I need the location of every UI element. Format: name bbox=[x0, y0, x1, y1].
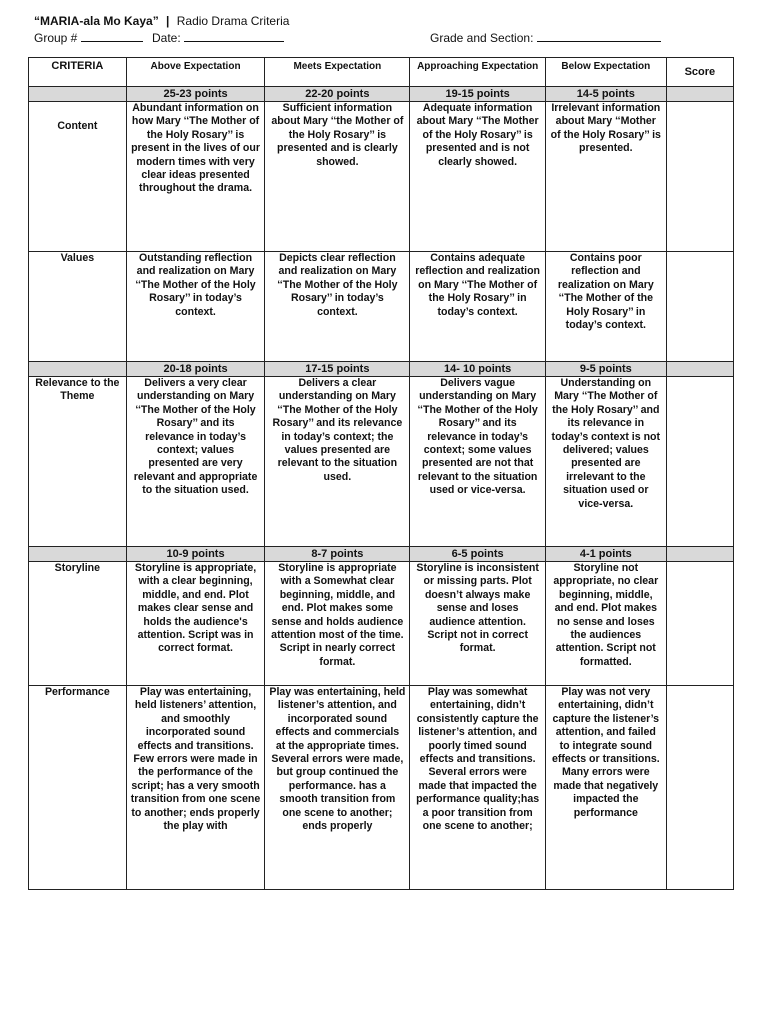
description-cell: Play was entertaining, held listener’s attention, and incorporated sound effects and commercials at the appropriate times. Several errors were made, but group continued the performance. has a smooth transition from one scene to another; ends properly bbox=[265, 686, 410, 890]
date-blank[interactable] bbox=[184, 30, 284, 42]
description-cell: Outstanding reflection and realization on Mary ‘‘The Mother of the Holy Rosary’’ in today’s context. bbox=[126, 252, 265, 362]
title-separator: | bbox=[166, 14, 170, 28]
points-cell: 22-20 points bbox=[265, 87, 410, 102]
description-cell: Play was not very entertaining, didn’t capture the listener’s attention, and failed to integrate sound effects or transitions. Many errors were made that negatively impacted the performance bbox=[545, 686, 666, 890]
group-blank[interactable] bbox=[81, 30, 143, 42]
score-cell[interactable] bbox=[666, 377, 733, 547]
points-cell: 20-18 points bbox=[126, 362, 265, 377]
score-cell[interactable] bbox=[666, 562, 733, 686]
date-label: Date: bbox=[152, 31, 181, 45]
drama-title: “MARIA-ala Mo Kaya” bbox=[34, 14, 159, 28]
description-cell: Storyline is appropriate, with a clear beginning, middle, and end. Plot makes clear sense and holds the audience's attention. Script was in correct format. bbox=[126, 562, 265, 686]
score-cell[interactable] bbox=[666, 686, 733, 890]
description-cell: Storyline not appropriate, no clear beginning, middle, and end. Plot makes no sense and loses the audiences attention. Script not formatted. bbox=[545, 562, 666, 686]
description-cell: Depicts clear reflection and realization on Mary ‘‘The Mother of the Holy Rosary’’ in today’s context. bbox=[265, 252, 410, 362]
grade-label: Grade and Section: bbox=[430, 31, 534, 45]
points-cell: 8-7 points bbox=[265, 547, 410, 562]
criterion-row-values bbox=[29, 252, 734, 362]
description-cell: Delivers vague understanding on Mary ‘‘The Mother of the Holy Rosary’’ and its relevance in today’s context; some values presented are not that relevant to the situation used or vice-versa. bbox=[410, 377, 546, 547]
points-cell: 4-1 points bbox=[545, 547, 666, 562]
points-cell: 19-15 points bbox=[410, 87, 546, 102]
points-cell: 17-15 points bbox=[265, 362, 410, 377]
points-row bbox=[29, 547, 734, 562]
document-title bbox=[34, 14, 289, 28]
points-row-blank bbox=[29, 362, 127, 377]
criterion-row-performance bbox=[29, 686, 734, 890]
points-cell: 14-5 points bbox=[545, 87, 666, 102]
group-field bbox=[34, 30, 143, 45]
criterion-row-storyline bbox=[29, 562, 734, 686]
description-cell: Understanding on Mary ‘‘The Mother of the Holy Rosary’’ and its relevance in today’s context is not delivered; values presented are irrelevant to the situation used or vice-versa. bbox=[545, 377, 666, 547]
criterion-label: Content bbox=[29, 102, 127, 252]
criterion-label: Performance bbox=[29, 686, 127, 890]
grade-blank[interactable] bbox=[537, 30, 661, 42]
grade-field bbox=[430, 30, 661, 45]
description-cell: Storyline is appropriate with a Somewhat clear beginning, middle, and end. Plot makes some sense and holds audience attention most of the time. Script in nearly correct format. bbox=[265, 562, 410, 686]
description-cell: Contains adequate reflection and realization on Mary ‘‘The Mother of the Holy Rosary’’ in today’s context. bbox=[410, 252, 546, 362]
rubric-subtitle: Radio Drama Criteria bbox=[176, 14, 290, 28]
criterion-row-relevance bbox=[29, 377, 734, 547]
description-cell: Abundant information on how Mary ‘‘The Mother of the Holy Rosary’’ is present in the lives of our modern times with very clear ideas presented throughout the drama. bbox=[126, 102, 265, 252]
score-column-header: Score bbox=[666, 58, 733, 87]
rubric-table bbox=[28, 57, 734, 890]
description-cell: Adequate information about Mary ‘‘The Mother of the Holy Rosary’’ is presented and is not clearly showed. bbox=[410, 102, 546, 252]
group-label: Group # bbox=[34, 31, 78, 45]
criterion-label: Values bbox=[29, 252, 127, 362]
description-cell: Storyline is inconsistent or missing parts. Plot doesn’t always make sense and loses audience attention. Script not in correct format. bbox=[410, 562, 546, 686]
below-expectation-header: Below Expectation bbox=[545, 58, 666, 87]
points-cell: 14- 10 points bbox=[410, 362, 546, 377]
meets-expectation-header: Meets Expectation bbox=[265, 58, 410, 87]
points-row bbox=[29, 87, 734, 102]
description-cell: Play was entertaining, held listeners’ attention, and smoothly incorporated sound effects and transitions. Few errors were made in the performance of the script; has a very smooth transition from one scene to another; ends properly the play with bbox=[126, 686, 265, 890]
points-cell: 9-5 points bbox=[545, 362, 666, 377]
criterion-row-content bbox=[29, 102, 734, 252]
criterion-label: Storyline bbox=[29, 562, 127, 686]
column-header-row bbox=[29, 58, 734, 87]
description-cell: Sufficient information about Mary ‘‘the Mother of the Holy Rosary’’ is presented and is clearly showed. bbox=[265, 102, 410, 252]
points-row-score-blank bbox=[666, 547, 733, 562]
date-field bbox=[152, 30, 284, 45]
description-cell: Delivers a clear understanding on Mary ‘‘The Mother of the Holy Rosary’’ and its relevance in today’s context; the values presented are relevant to the situation used. bbox=[265, 377, 410, 547]
points-row-blank bbox=[29, 547, 127, 562]
description-cell: Play was somewhat entertaining, didn’t consistently capture the listener’s attention, and poorly timed sound effects and transitions. Several errors were made that impacted the performance quality;has a poor transition from one scene to another; bbox=[410, 686, 546, 890]
points-cell: 10-9 points bbox=[126, 547, 265, 562]
points-cell: 25-23 points bbox=[126, 87, 265, 102]
points-cell: 6-5 points bbox=[410, 547, 546, 562]
description-cell: Contains poor reflection and realization on Mary ‘‘The Mother of the Holy Rosary’’ in today’s context. bbox=[545, 252, 666, 362]
criterion-label: Relevance to the Theme bbox=[29, 377, 127, 547]
points-row-blank bbox=[29, 87, 127, 102]
description-cell: Delivers a very clear understanding on Mary ‘‘The Mother of the Holy Rosary’’ and its relevance in today’s context; values presented are very relevant and appropriate to the situation used. bbox=[126, 377, 265, 547]
score-cell[interactable] bbox=[666, 252, 733, 362]
points-row-score-blank bbox=[666, 87, 733, 102]
criteria-column-header: CRITERIA bbox=[29, 58, 127, 87]
above-expectation-header: Above Expectation bbox=[126, 58, 265, 87]
approaching-expectation-header: Approaching Expectation bbox=[410, 58, 546, 87]
points-row-score-blank bbox=[666, 362, 733, 377]
score-cell[interactable] bbox=[666, 102, 733, 252]
description-cell: Irrelevant information about Mary ‘‘Mother of the Holy Rosary’’ is presented. bbox=[545, 102, 666, 252]
points-row bbox=[29, 362, 734, 377]
